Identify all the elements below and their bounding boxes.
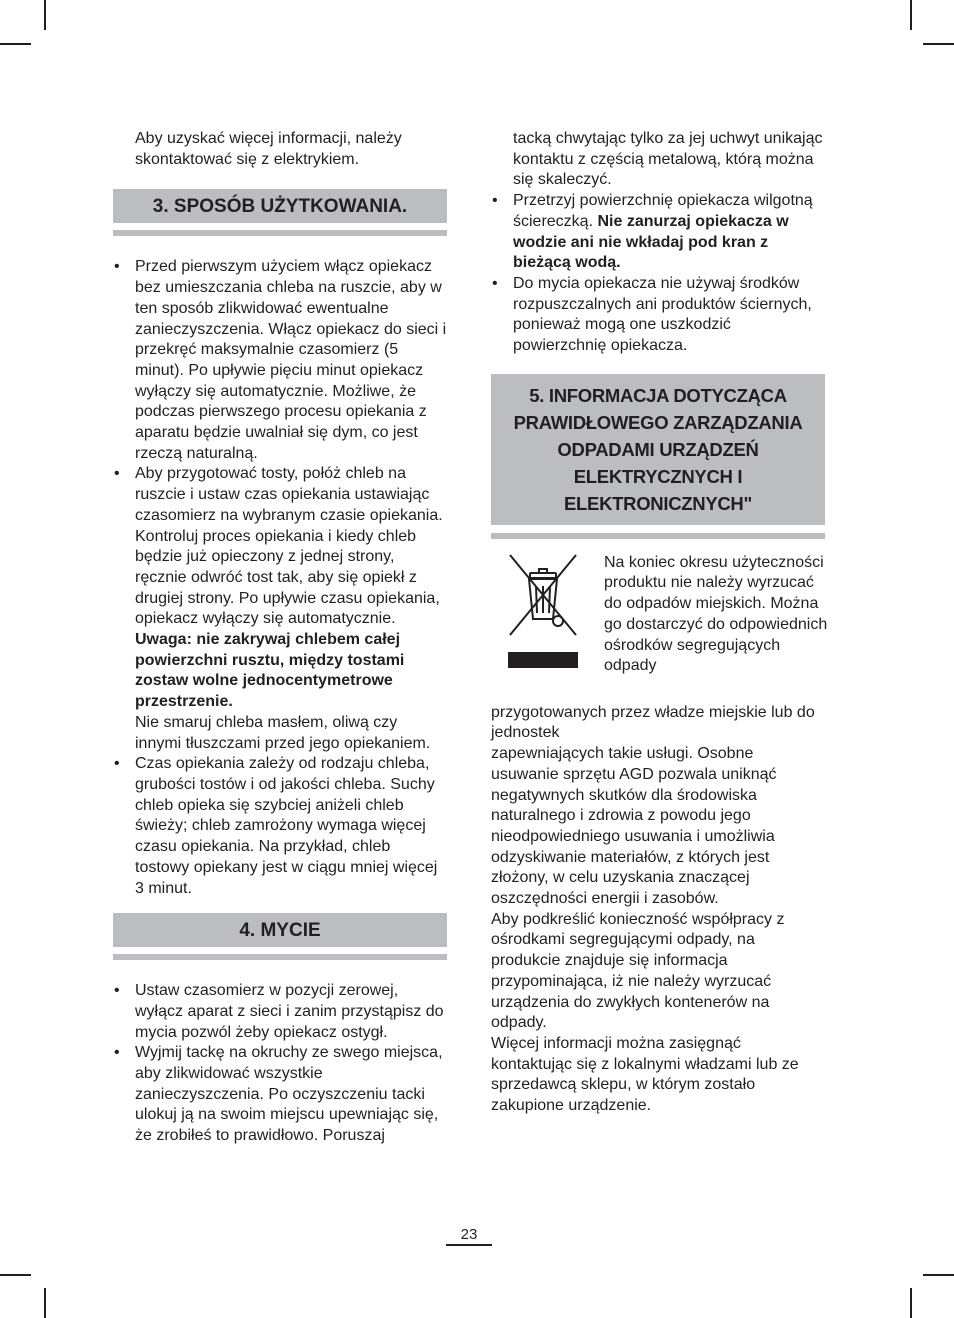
bullet-text: Ustaw czasomierz w pozycji zerowej, wyłącz aparat z sieci i zanim przystąpisz do mycia pozwól żeby opiekacz ostygł.	[135, 982, 444, 1041]
cleaning-list	[491, 191, 825, 357]
bullet-text: Przed pierwszym użyciem włącz opiekacz bez umieszczania chleba na ruszcie, aby w ten sposób zlikwidować ewentualne zanieczyszczenia. Włącz opiekacz do sieci i przekręć maksymalnie czasomierz (5 minut). Po upływie pięciu minut opiekacz wyłączy się automatycznie. Możliwe, że podczas pierwszego procesu opiekania z aparatu będzie uwalniał się dym, co jest rzeczą naturalną.	[135, 258, 447, 462]
crop-mark	[44, 1288, 46, 1318]
warning-text: Uwaga: nie zakrywaj chlebem całej powierzchni rusztu, między tostami zostaw wolne jednocentymetrowe przestrzenie.	[135, 631, 405, 711]
bullet-text: Wyjmij tackę na okruchy ze swego miejsca, aby zlikwidować wszystkie zanieczyszczenia. Po oczyszczeniu tacki ulokuj ją na swoim miejscu upewniając się, że zrobiłeś to prawidłowo. Poruszaj	[135, 1044, 443, 1145]
section-4-heading: 4. MYCIE	[113, 913, 447, 947]
list-item	[491, 191, 825, 274]
body-paragraph: przygotowanych przez władze miejskie lub do jednostek	[491, 703, 815, 742]
body-paragraph: Aby podkreślić konieczność współpracy z ośrodkami segregującymi odpady, na produkcie znajduje się informacja przypominająca, iż nie należy wyrzucać urządzenia do zwykłych kontenerów na odpady.	[491, 910, 785, 1032]
list-item	[113, 464, 447, 754]
body-paragraph: zapewniających takie usługi. Osobne usuwanie sprzętu AGD pozwala uniknąć negatywnych skutków dla środowiska naturalnego i zdrowia z powodu jego nieodpowiedniego usuwania i umożliwia odzyskiwanie materiałów, z których jest złożony, w celu uzyskania znaczącej oszczędności energii i zasobów.	[491, 745, 777, 908]
section-5-heading	[491, 374, 825, 525]
weee-block	[491, 553, 828, 703]
section-4-list	[113, 981, 447, 1147]
heading-line: PRAWIDŁOWEGO ZARZĄDZANIA	[513, 411, 803, 433]
crop-mark	[910, 0, 912, 30]
bullet-text: Nie smaruj chleba masłem, oliwą czy innymi tłuszczami przed jego opiekaniem.	[135, 713, 431, 752]
bullet-text: Aby przygotować tosty, połóż chleb na ruszcie i ustaw czas opiekania ustawiając czasomierz na wybranym czasie opiekania. Kontroluj proces opiekania i kiedy chleb będzie już opieczony z jednej strony, ręcznie odwróć tost tak, aby się opiekł z drugiej strony. Po upływie czasu opiekania, opiekacz wyłączy się automatycznie.	[135, 465, 443, 628]
list-item	[113, 754, 447, 899]
crop-mark	[923, 43, 954, 45]
left-column	[113, 129, 447, 1147]
heading-line: 5. INFORMACJA DOTYCZĄCA	[529, 384, 787, 406]
crop-mark	[44, 0, 46, 30]
bullet-text: Przetrzyj powierzchnię opiekacza wilgotną ściereczką.	[513, 192, 813, 230]
bullet-text: Czas opiekania zależy od rodzaju chleba, grubości tostów i od jakości chleba. Suchy chleb opieka się szybciej aniżeli chleb świeży; chleb zamrożony wymaga więcej czasu opiekania. Na przykład, chleb tostowy opiekany jest w ciągu mniej więcej 3 minut.	[135, 755, 438, 897]
list-item	[113, 981, 447, 1043]
continuation-paragraph: tacką chwytając tylko za jej uchwyt unikając kontaktu z częścią metalową, którą można się skaleczyć.	[513, 130, 823, 189]
crop-mark	[0, 43, 31, 45]
crossed-out-bin-icon	[508, 553, 578, 668]
page-number-rule	[446, 1244, 492, 1246]
page-number: 23	[460, 1226, 478, 1243]
list-item	[113, 1043, 447, 1147]
body-paragraph: Więcej informacji można zasięgnąć kontaktując się z lokalnymi władzami lub ze sprzedawcą sklepu, w którym zostało zakupione urządzenie.	[491, 1034, 799, 1115]
bullet-text: Do mycia opiekacza nie używaj środków rozpuszczalnych ani produktów ściernych, ponieważ mogą one uszkodzić powierzchnię opiekacza.	[513, 274, 812, 355]
heading-line: ODPADAMI URZĄDZEŃ	[557, 438, 759, 460]
crop-mark	[910, 1288, 912, 1318]
section-3-heading: 3. SPOSÓB UŻYTKOWANIA.	[113, 189, 447, 223]
crop-mark	[923, 1274, 954, 1276]
list-item	[113, 257, 447, 464]
section-3-list	[113, 257, 447, 899]
heading-line: ELEKTRYCZNYCH I ELEKTRONICZNYCH"	[564, 465, 752, 514]
right-column	[491, 129, 828, 1117]
warning-text: Nie zanurzaj opiekacza w wodzie ani nie wkładaj pod kran z bieżącą wodą.	[513, 212, 789, 272]
intro-paragraph: Aby uzyskać więcej informacji, należy skontaktować się z elektrykiem.	[135, 130, 402, 168]
crop-mark	[0, 1274, 31, 1276]
list-item	[491, 274, 825, 357]
weee-text: Na koniec okresu użyteczności produktu nie należy wyrzucać do odpadów miejskich. Można go dostarczyć do odpowiednich ośrodków segregujących odpady	[604, 553, 828, 675]
